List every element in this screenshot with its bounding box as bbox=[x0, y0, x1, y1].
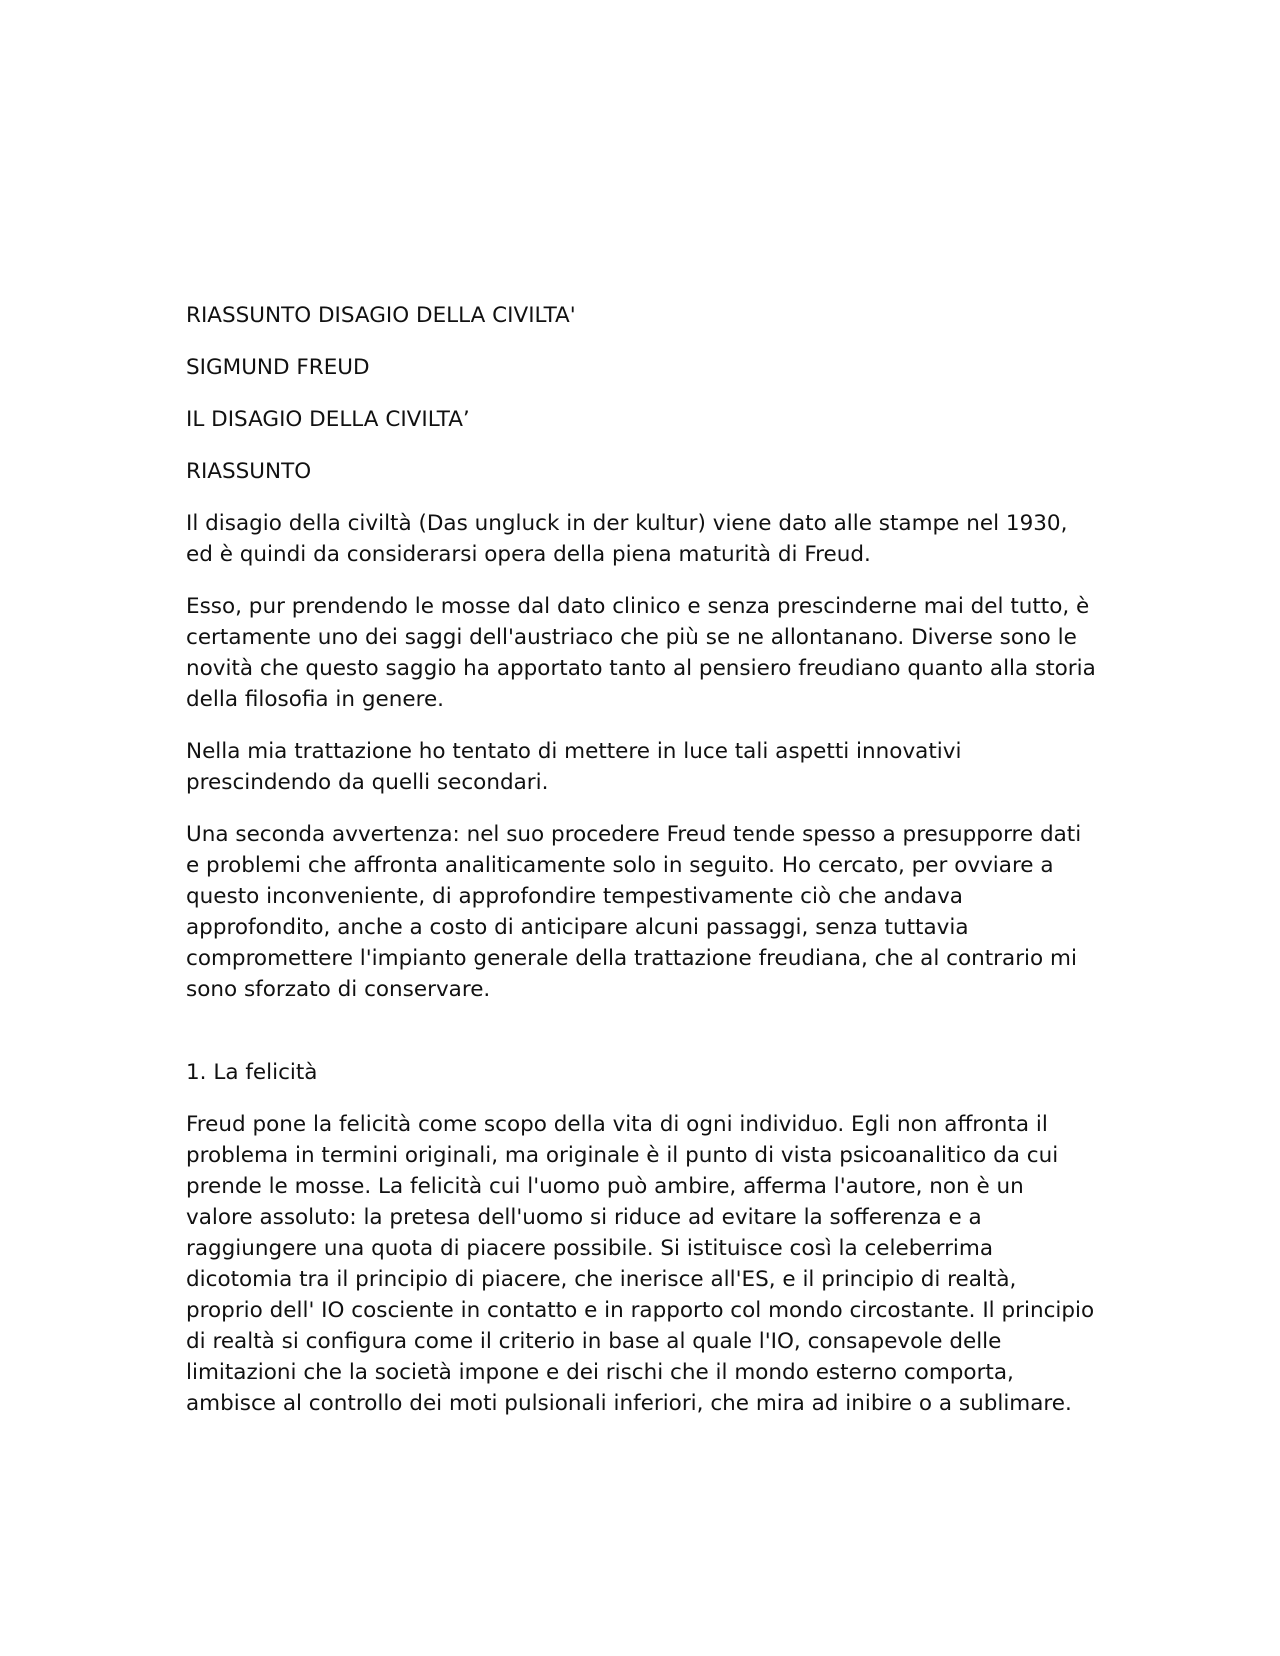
summary-label: RIASSUNTO bbox=[186, 459, 312, 484]
work-title: IL DISAGIO DELLA CIVILTA’ bbox=[186, 407, 470, 432]
intro-paragraph-1: Il disagio della civiltà (Das ungluck in der kultur) viene dato alle stampe nel 1930, ed è quindi da considerarsi opera della piena maturità di Freud. bbox=[186, 511, 1068, 567]
document-title: RIASSUNTO DISAGIO DELLA CIVILTA' bbox=[186, 303, 576, 328]
intro-paragraph-4: Una seconda avvertenza: nel suo procedere Freud tende spesso a presupporre dati e problemi che affronta analiticamente solo in seguito. Ho cercato, per ovviare a questo inconveniente, di approfondire tempestivamente ciò che andava approfondito, anche a costo di anticipare alcuni passaggi, senza tuttavia compromettere l'impianto generale della trattazione freudiana, che al contrario mi sono sforzato di conservare. bbox=[186, 822, 1082, 1002]
document-page bbox=[186, 300, 1096, 1440]
section-paragraph-felicita: Freud pone la felicità come scopo della vita di ogni individuo. Egli non affronta il problema in termini originali, ma originale è il punto di vista psicoanalitico da cui prende le mosse. La felicità cui l'uomo può ambire, afferma l'autore, non è un valore assoluto: la pretesa dell'uomo si riduce ad evitare la sofferenza e a raggiungere una quota di piacere possibile. Si istituisce così la celeberrima dicotomia tra il principio di piacere, che inerisce all'ES, e il principio di realtà, proprio dell' IO cosciente in contatto e in rapporto col mondo circostante. Il principio di realtà si configura come il criterio in base al quale l'IO, consapevole delle limitazioni che la società impone e dei rischi che il mondo esterno comporta, ambisce al controllo dei moti pulsionali inferiori, che mira ad inibire o a sublimare. bbox=[186, 1112, 1095, 1416]
author-name: SIGMUND FREUD bbox=[186, 355, 370, 380]
intro-paragraph-2: Esso, pur prendendo le mosse dal dato clinico e senza prescinderne mai del tutto, è certamente uno dei saggi dell'austriaco che più se ne allontanano. Diverse sono le novità che questo saggio ha apportato tanto al pensiero freudiano quanto alla storia della filosofia in genere. bbox=[186, 594, 1096, 712]
section-spacer bbox=[186, 1026, 1096, 1057]
intro-paragraph-3: Nella mia trattazione ho tentato di mettere in luce tali aspetti innovativi prescindendo da quelli secondari. bbox=[186, 739, 962, 795]
section-heading-felicita: 1. La felicità bbox=[186, 1060, 318, 1085]
